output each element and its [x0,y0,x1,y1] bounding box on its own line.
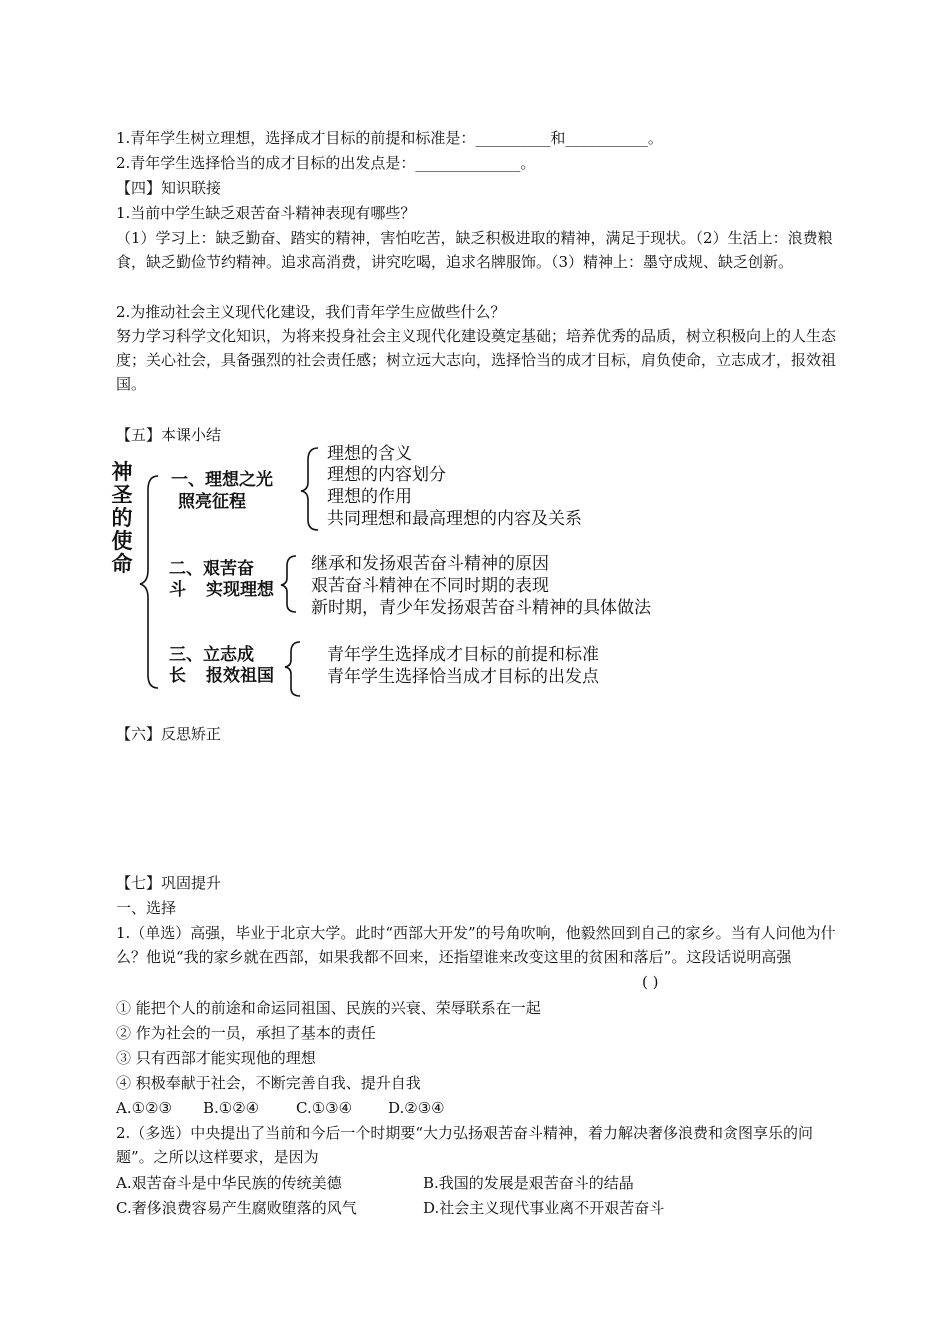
question-1-option-c: C.①③④ [296,1099,353,1117]
section3-brace [285,642,300,696]
question-1-option-d: D.②③④ [388,1099,445,1117]
question-1-stem: 1.（单选）高强，毕业于北京大学。此时“西部大开发”的号角吹响，他毅然回到自己的家乡。当有人问他为什么？他说“我的家乡就在西部，如果我都不回来，还指望谁来改变这里的贫困和落后”。这段话说明高强 [116,924,836,966]
question-2-option-d: D.社会主义现代事业离不开艰苦奋斗 [423,1199,665,1217]
part-heading-choice: 一、选择 [116,899,177,917]
section4-answer-1: （1）学习上：缺乏勤奋、踏实的精神，害怕吃苦，缺乏积极进取的精神，满足于现状。（2）生活上：浪费粮食，缺乏勤俭节约精神。追求高消费，讲究吃喝，追求名牌服饰。（3）精神上：墨守成规、缺乏创新。 [116,229,833,271]
section-heading-6: 【六】反思矫正 [116,725,222,743]
section4-question-2: 2.为推动社会主义现代化建设，我们青年学生应做些什么？ [116,303,506,321]
summary-root-title: 神圣的使命 [111,460,133,576]
summary-section2-item: 艰苦奋斗精神在不同时期的表现 [311,576,549,596]
summary-section3-item: 青年学生选择恰当成才目标的出发点 [327,667,599,687]
summary-section2-title-line2: 实现理想 [206,580,274,600]
summary-section1-item: 共同理想和最高理想的内容及关系 [327,509,582,529]
summary-section1-item: 理想的内容划分 [327,465,446,485]
root-brace [140,476,158,688]
section4-answer-2: 努力学习科学文化知识，为将来投身社会主义现代化建设奠定基础；培养优秀的品质，树立积极向上的人生态度；关心社会，具备强烈的社会责任感；树立远大志向，选择恰当的成才目标，肩负使命，立志成才，报效祖国。 [116,327,837,393]
summary-section3-item: 青年学生选择成才目标的前提和标准 [327,645,599,665]
question-1-option-a: A.①②③ [116,1099,172,1117]
summary-section3-title-line2: 报效祖国 [206,666,274,686]
fill-question-2: 2.青年学生选择恰当的成才目标的出发点是：______________。 [116,154,536,172]
answer-parentheses: ( ) [642,973,659,991]
summary-section2-item: 继承和发扬艰苦奋斗精神的原因 [311,554,549,574]
section-heading-7: 【七】巩固提升 [116,874,222,892]
section1-brace [301,448,318,530]
question-2-option-c: C.奢侈浪费容易产生腐败堕落的风气 [116,1199,357,1217]
question-2-option-a: A.艰苦奋斗是中华民族的传统美德 [116,1174,342,1192]
summary-section1-item: 理想的作用 [327,487,412,507]
summary-section1-title-line2: 照亮征程 [178,492,246,512]
fill-question-1: 1.青年学生树立理想，选择成才目标的前提和标准是：__________和___________。 [116,129,663,147]
summary-section2-item: 新时期，青少年发扬艰苦奋斗精神的具体做法 [311,598,651,618]
question-2-option-b: B.我国的发展是艰苦奋斗的结晶 [423,1174,634,1192]
question-1-statement: ① 能把个人的前途和命运同祖国、民族的兴衰、荣辱联系在一起 [116,999,541,1017]
question-1-statement: ③ 只有西部才能实现他的理想 [116,1049,316,1067]
section4-question-1: 1.当前中学生缺乏艰苦奋斗精神表现有哪些？ [116,204,416,222]
question-2-stem: 2.（多选）中央提出了当前和今后一个时期要“大力弘扬艰苦奋斗精神，着力解决奢侈浪费和贪图享乐的问题”。之所以这样要求，是因为 [116,1124,813,1166]
question-1-statement: ④ 积极奉献于社会，不断完善自我、提升自我 [116,1074,421,1092]
summary-section3-title-text: 三、立志成长 [169,645,254,686]
question-1-option-b: B.①②④ [203,1099,260,1117]
section2-brace [281,556,296,612]
summary-section2-title-text: 二、艰苦奋斗 [169,559,254,600]
question-1-statement: ② 作为社会的一员，承担了基本的责任 [116,1024,376,1042]
summary-section1-item: 理想的含义 [327,444,412,464]
summary-section1-title-line1: 一、理想之光 [171,470,273,490]
section-heading-5: 【五】本课小结 [116,426,222,444]
section-heading-4: 【四】知识联接 [116,179,222,197]
